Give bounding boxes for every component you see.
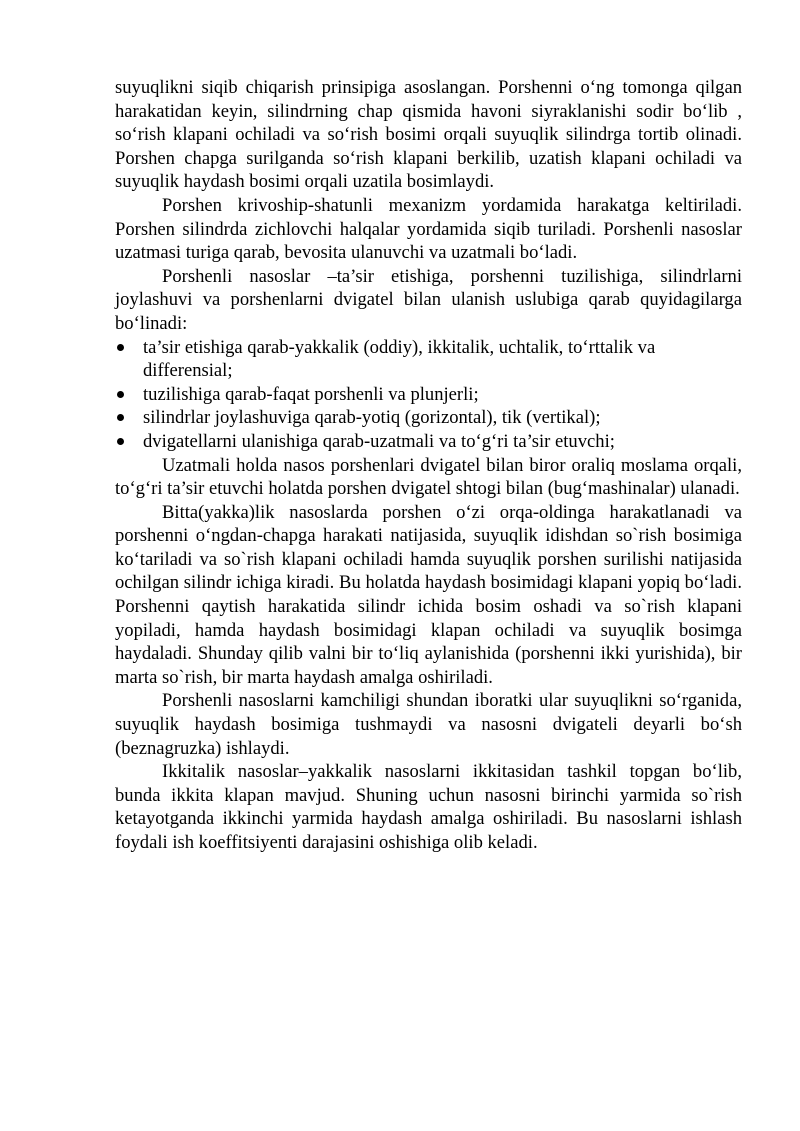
classification-list — [115, 336, 742, 454]
list-item-text: ta’sir etishiga qarab-yakkalik (oddiy), ikkitalik, uchtalik, to‘rttalik va differensial; — [143, 336, 656, 382]
paragraph-single-acting: Bitta(yakka)lik nasoslarda porshen o‘zi orqa-oldinga harakatlanadi va porshenni o‘ngdan-chapga harakati natijasida, suyuqlik idishdan so`rish bosimiga ko‘tariladi va so`rish klapani ochiladi hamda suyuqlik porshen surilishi natijasida ochilgan silindr ichiga kiradi. Bu holatda haydash bosimidagi klapani yopiq bo‘ladi. Porshenni qaytish harakatida silindr ichida bosim oshadi va so`rish klapani yopiladi, hamda haydash bosimidagi klapan ochiladi va suyuqlik bosimga haydaladi. Shunday qilib valni bir to‘liq aylanishida (porshenni ikki yurishida), bir marta so`rish, bir marta haydash amalga oshiriladi. — [115, 501, 742, 688]
paragraph-double-acting: Ikkitalik nasoslar–yakkalik nasoslarni ikkitasidan tashkil topgan bo‘lib, bunda ikkita klapan mavjud. Shuning uchun nasosni birinchi yarmida so`rish ketayotganda ikkinchi yarmida haydash amalga oshiriladi. Bu nasoslarni ishlash foydali ish koeffitsiyenti darajasini oshishiga olib keladi. — [115, 761, 742, 853]
bullet-icon — [117, 344, 124, 351]
bullet-icon — [117, 438, 124, 445]
paragraph-crank-mechanism: Porshen krivoship-shatunli mexanizm yordamida harakatga keltiriladi. Porshen silindrda zichlovchi halqalar yordamida siqib turiladi. Porshenli nasoslar uzatmasi turiga qarab, bevosita ulanuvchi va uzatmali bo‘ladi. — [115, 194, 742, 264]
bullet-icon — [117, 414, 124, 421]
list-item — [115, 430, 742, 454]
paragraph-transmission: Uzatmali holda nasos porshenlari dvigatel bilan biror oraliq moslama orqali, to‘g‘ri ta’sir etuvchi holatda porshen dvigatel shtogi bilan (bug‘mashinalar) ulanadi. — [115, 454, 742, 500]
list-item-text: dvigatellarni ulanishiga qarab-uzatmali va to‘g‘ri ta’sir etuvchi; — [143, 430, 615, 452]
list-item-text: silindrlar joylashuviga qarab-yotiq (gorizontal), tik (vertikal); — [143, 407, 601, 429]
document-page — [115, 76, 742, 855]
list-item — [115, 336, 742, 383]
paragraph-pump-principle: suyuqlikni siqib chiqarish prinsipiga asoslangan. Porshenni o‘ng tomonga qilgan harakatidan keyin, silindrning chap qismida havoni siyraklanishi sodir bo‘lib , so‘rish klapani ochiladi va so‘rish bosimi orqali suyuqlik silindrga tortib olinadi. Porshen chapga surilganda so‘rish klapani berkilib, uzatish klapani ochiladi va suyuqlik haydash bosimi orqali uzatila bosimlaydi. — [115, 77, 742, 193]
list-item — [115, 406, 742, 430]
bullet-icon — [117, 391, 124, 398]
paragraph-drawback: Porshenli nasoslarni kamchiligi shundan iboratki ular suyuqlikni so‘rganida, suyuqlik haydash bosimiga tushmaydi va nasosni dvigateli deyarli bo‘sh (beznagruzka) ishlaydi. — [115, 690, 742, 759]
list-item-text: tuzilishiga qarab-faqat porshenli va plunjerli; — [143, 383, 479, 405]
list-item — [115, 383, 742, 407]
paragraph-classification-intro: Porshenli nasoslar –ta’sir etishiga, porshenni tuzilishiga, silindrlarni joylashuvi va porshenlarni dvigatel bilan ulanish uslubiga qarab quyidagilarga bo‘linadi: — [115, 265, 742, 334]
